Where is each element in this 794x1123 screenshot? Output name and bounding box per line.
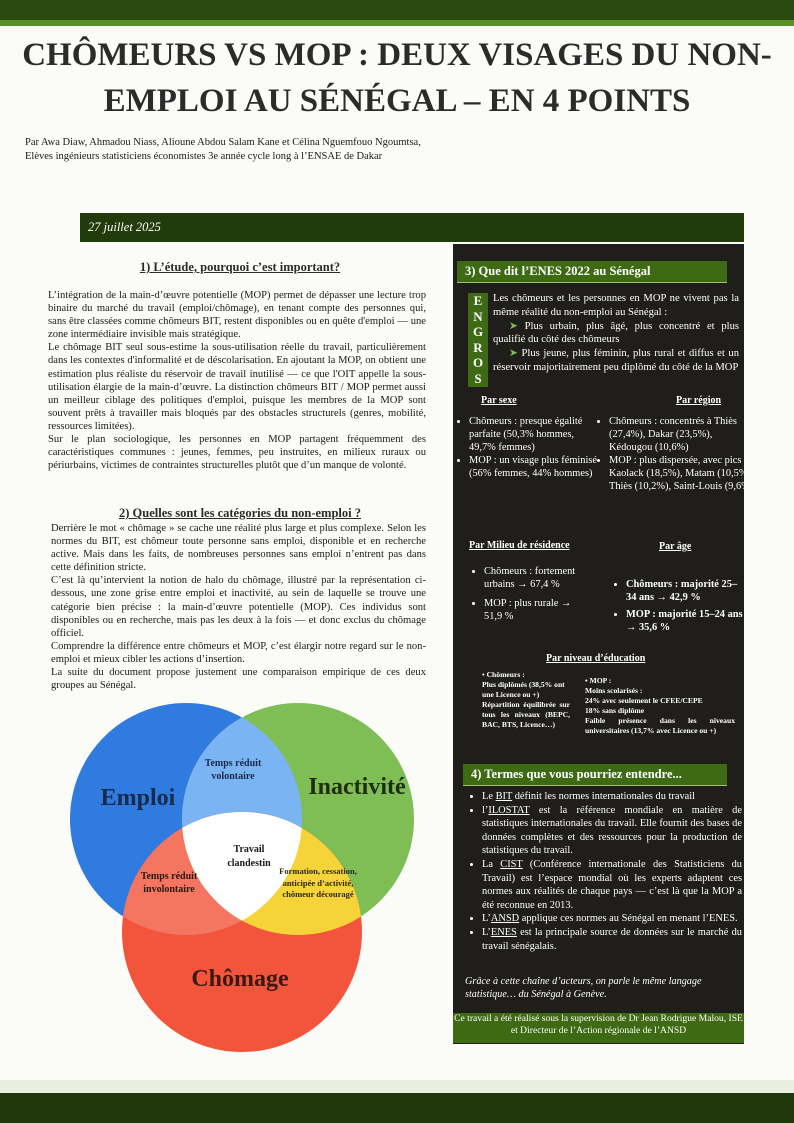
- engros-badge: [468, 293, 488, 387]
- term-bit: BIT: [495, 791, 513, 802]
- venn-formation: Formation, cessation, anticipée d’activité, chômeur découragé: [279, 866, 357, 899]
- top-band-accent: [0, 20, 794, 26]
- venn-chomage-label: Chômage: [191, 966, 289, 992]
- supervision-footer: Ce travail a été réalisé sous la supervision de Dr Jean Rodrigue Malou, ISE et Directeur de l’Action régionale de l’ANSD: [453, 1013, 744, 1043]
- venn-emploi-label: Emploi: [100, 785, 176, 811]
- edu-mop-item: Moins scolarisés :: [585, 686, 643, 695]
- engros-letter: N: [473, 308, 483, 324]
- section2-paragraph: Comprendre la différence entre chômeurs et MOP, c’est élargir notre regard sur le non-emploi et mieux cibler les actions d’insertion.: [51, 640, 426, 665]
- region-item: • MOP : plus dispersée, avec pics à Kaolack (18,5%), Matam (10,5%), Thiès (10,2%), Saint-Louis (9,6%): [609, 454, 755, 493]
- section2-paragraph: C’est là qu’intervient la notion de halo du chômage, illustré par la représentation ci-dessous, une zone grise entre emploi et inactivité, au sein de laquelle se trouve une catégorie bien précise : la main-d’œuvre potentielle (MOP). Ces individus sont disponibles ou en recherche, mais pas les deux à la fois — et donc exclus du chômage officiel.: [51, 575, 426, 639]
- term-item: • Le BIT définit les normes internationales du travail: [482, 790, 742, 804]
- lead-text: Les chômeurs et les personnes en MOP ne vivent pas la même réalité du non-emploi au Sénégal :: [493, 293, 739, 318]
- milieu-title: Par Milieu de résidence: [469, 540, 570, 551]
- engros-letter: O: [472, 355, 484, 370]
- page-title: CHÔMEURS VS MOP : DEUX VISAGES DU NON-EMPLOI AU SÉNÉGAL – EN 4 POINTS: [22, 37, 772, 119]
- engros-letter: E: [473, 293, 483, 308]
- education-mop: [585, 676, 735, 736]
- term-ilostat: ILOSTAT: [488, 804, 530, 816]
- date: 27 juillet 2025: [88, 220, 161, 234]
- milieu-item: • Chômeurs : fortement urbains → 67,4 %: [484, 565, 588, 591]
- authors: [25, 136, 785, 164]
- venn-temps-volontaire: Temps réduit volontaire: [204, 758, 262, 782]
- education-title: Par niveau d’éducation: [546, 653, 646, 664]
- venn-diagram: [60, 700, 420, 1065]
- section2-paragraph: Derrière le mot « chômage » se cache une réalité plus large et plus complexe. Selon les normes du BIT, est chômeur toute personne sans emploi, disponible et en recherche active. Mais dans les faits, de nombreuses personnes sans emploi n’entrent pas dans cette définition stricte.: [51, 523, 426, 574]
- term-item: • L’ENES est la principale source de données sur le marché du travail sénégalais.: [482, 926, 742, 953]
- section1-paragraph: L’intégration de la main-d’œuvre potentielle (MOP) permet de dépasser une lecture trop binaire du marché du travail (emploi/chômage), en tenant compte des personnes qui, sans être classées comme chômeurs BIT, restent disponibles ou en quête d'emploi — une zone intermédiaire invisible mais stratégique.: [48, 290, 426, 341]
- section4-heading: 4) Termes que vous pourriez entendre...: [463, 764, 727, 786]
- lead-bullet-mop: ➤ Plus jeune, plus féminin, plus rural et diffus et un réservoir majoritairement peu diplômé du côté de la MOP: [493, 348, 739, 373]
- venn-inactivite-label: Inactivité: [308, 774, 406, 800]
- section2-heading: 2) Quelles sont les catégories du non-emploi ?: [118, 506, 361, 520]
- terms-list: [468, 790, 742, 953]
- section1-heading: 1) L’étude, pourquoi c’est important?: [139, 260, 341, 274]
- region-item: • Chômeurs : concentrés à Thiès (27,4%), Dakar (23,5%), Kédougou (10,6%): [609, 415, 755, 454]
- date-bar: [80, 213, 744, 242]
- education-chomeurs: [482, 670, 570, 730]
- sexe-item: • MOP : un visage plus féminisé (56% femmes, 44% hommes): [469, 454, 599, 480]
- section1-paragraph: Sur le plan sociologique, les personnes en MOP partagent fréquemment des caractéristiques communes : jeunes, femmes, peu instruites, en milieux ruraux ou périurbains, victimes de contraintes structurelles plutôt que d’un manque de volonté.: [48, 434, 426, 472]
- section2-body: [51, 522, 426, 692]
- arrow-icon: ➤: [509, 320, 525, 332]
- bottom-band: [0, 1093, 794, 1123]
- top-band: [0, 0, 794, 20]
- section3-heading: 3) Que dit l’ENES 2022 au Sénégal: [457, 261, 727, 283]
- bottom-band-light: [0, 1080, 794, 1093]
- edu-mop-item: 24% avec seulement le CFEE/CEPE: [585, 696, 703, 705]
- age-item: • Chômeurs : majorité 25–34 ans → 42,9 %: [626, 578, 746, 604]
- edu-mop-title: • MOP :: [585, 676, 612, 685]
- authors-line1: Par Awa Diaw, Ahmadou Niass, Alioune Abdou Salam Kane et Célina Nguemfouo Ngoumtsa,: [25, 137, 421, 148]
- term-item: • L’ANSD applique ces normes au Sénégal en menant l’ENES.: [482, 912, 742, 926]
- authors-line2: Elèves ingénieurs statisticiens économistes 3e année cycle long à l’ENSAE de Dakar: [25, 151, 383, 162]
- sexe-item: • Chômeurs : presque égalité parfaite (50,3% hommes, 49,7% femmes): [469, 415, 599, 454]
- section4-closing: Grâce à cette chaîne d’acteurs, on parle le même langage statistique… du Sénégal à Genève.: [465, 976, 702, 1000]
- edu-mop-item: Faible présence dans les niveaux universitaires (13,7% avec Licence ou +): [585, 716, 735, 735]
- term-ansd: ANSD: [490, 913, 520, 925]
- milieu-list: [470, 565, 588, 623]
- term-enes: ENES: [490, 926, 517, 938]
- sexe-title: Par sexe: [481, 395, 517, 406]
- venn-clandestin: Travail clandestin: [227, 844, 271, 869]
- region-list: [595, 415, 755, 493]
- sexe-list: [455, 415, 599, 480]
- engros-letter: S: [474, 370, 482, 386]
- edu-chom-title: • Chômeurs :: [482, 670, 525, 679]
- venn-temps-involontaire: Temps réduit involontaire: [140, 871, 198, 895]
- milieu-item: • MOP : plus rurale → 51,9 %: [484, 597, 588, 623]
- edu-chom-item: Plus diplômés (38,5% ont une Licence ou +): [482, 680, 565, 699]
- engros-letter: R: [473, 339, 483, 355]
- age-title: Par âge: [659, 541, 692, 552]
- section3-lead: [493, 292, 739, 375]
- arrow-icon: ➤: [509, 348, 522, 360]
- lead-bullet-chomeurs: ➤ Plus urbain, plus âgé, plus concentré et plus qualifié du côté des chômeurs: [493, 320, 740, 346]
- term-cist: CIST: [500, 858, 523, 870]
- age-item: • MOP : majorité 15–24 ans → 35,6 %: [626, 608, 746, 634]
- section1-paragraph: Le chômage BIT seul sous-estime la sous-utilisation réelle du travail, particulièrement dans les contextes d'informalité et de déscolarisation. En ajoutant la MOP, on obtient une estimation plus réaliste du réservoir de travail inutilisé — ce que l'OIT appelle la sous-utilisation élargie de la main-d’œuvre. La distinction chômeurs BIT / MOP permet aussi un meilleur ciblage des politiques d'emploi, puisque les membres de la MOP sont souvent prêts à travailler mais bloqués par des obstacles structurels (genres, mobilité, ressources limitées).: [48, 342, 426, 432]
- edu-mop-item: 18% sans diplôme: [585, 706, 645, 715]
- age-list: [612, 578, 746, 634]
- section1-body: [48, 289, 426, 472]
- section2-paragraph: La suite du document propose justement une comparaison empirique de ces deux groupes au Sénégal.: [51, 667, 426, 692]
- engros-letter: G: [472, 324, 484, 339]
- term-item: • La CIST (Conférence internationale des Statisticiens du Travail) est l’espace mondial où les experts adaptent ces normes aux réalités de chaque pays — c’est là que la MOP a été reconnue en 2013.: [482, 858, 742, 912]
- edu-chom-item: Répartition équilibrée sur tous les niveaux (BEPC, BAC, BTS, Licence…): [482, 700, 570, 729]
- term-item: • l’ILOSTAT est la référence mondiale en matière de statistiques internationales du travail. Elle fournit des bases de données complètes et des ressources pour la production de statistiques du travail.: [482, 804, 742, 858]
- region-title: Par région: [676, 395, 722, 406]
